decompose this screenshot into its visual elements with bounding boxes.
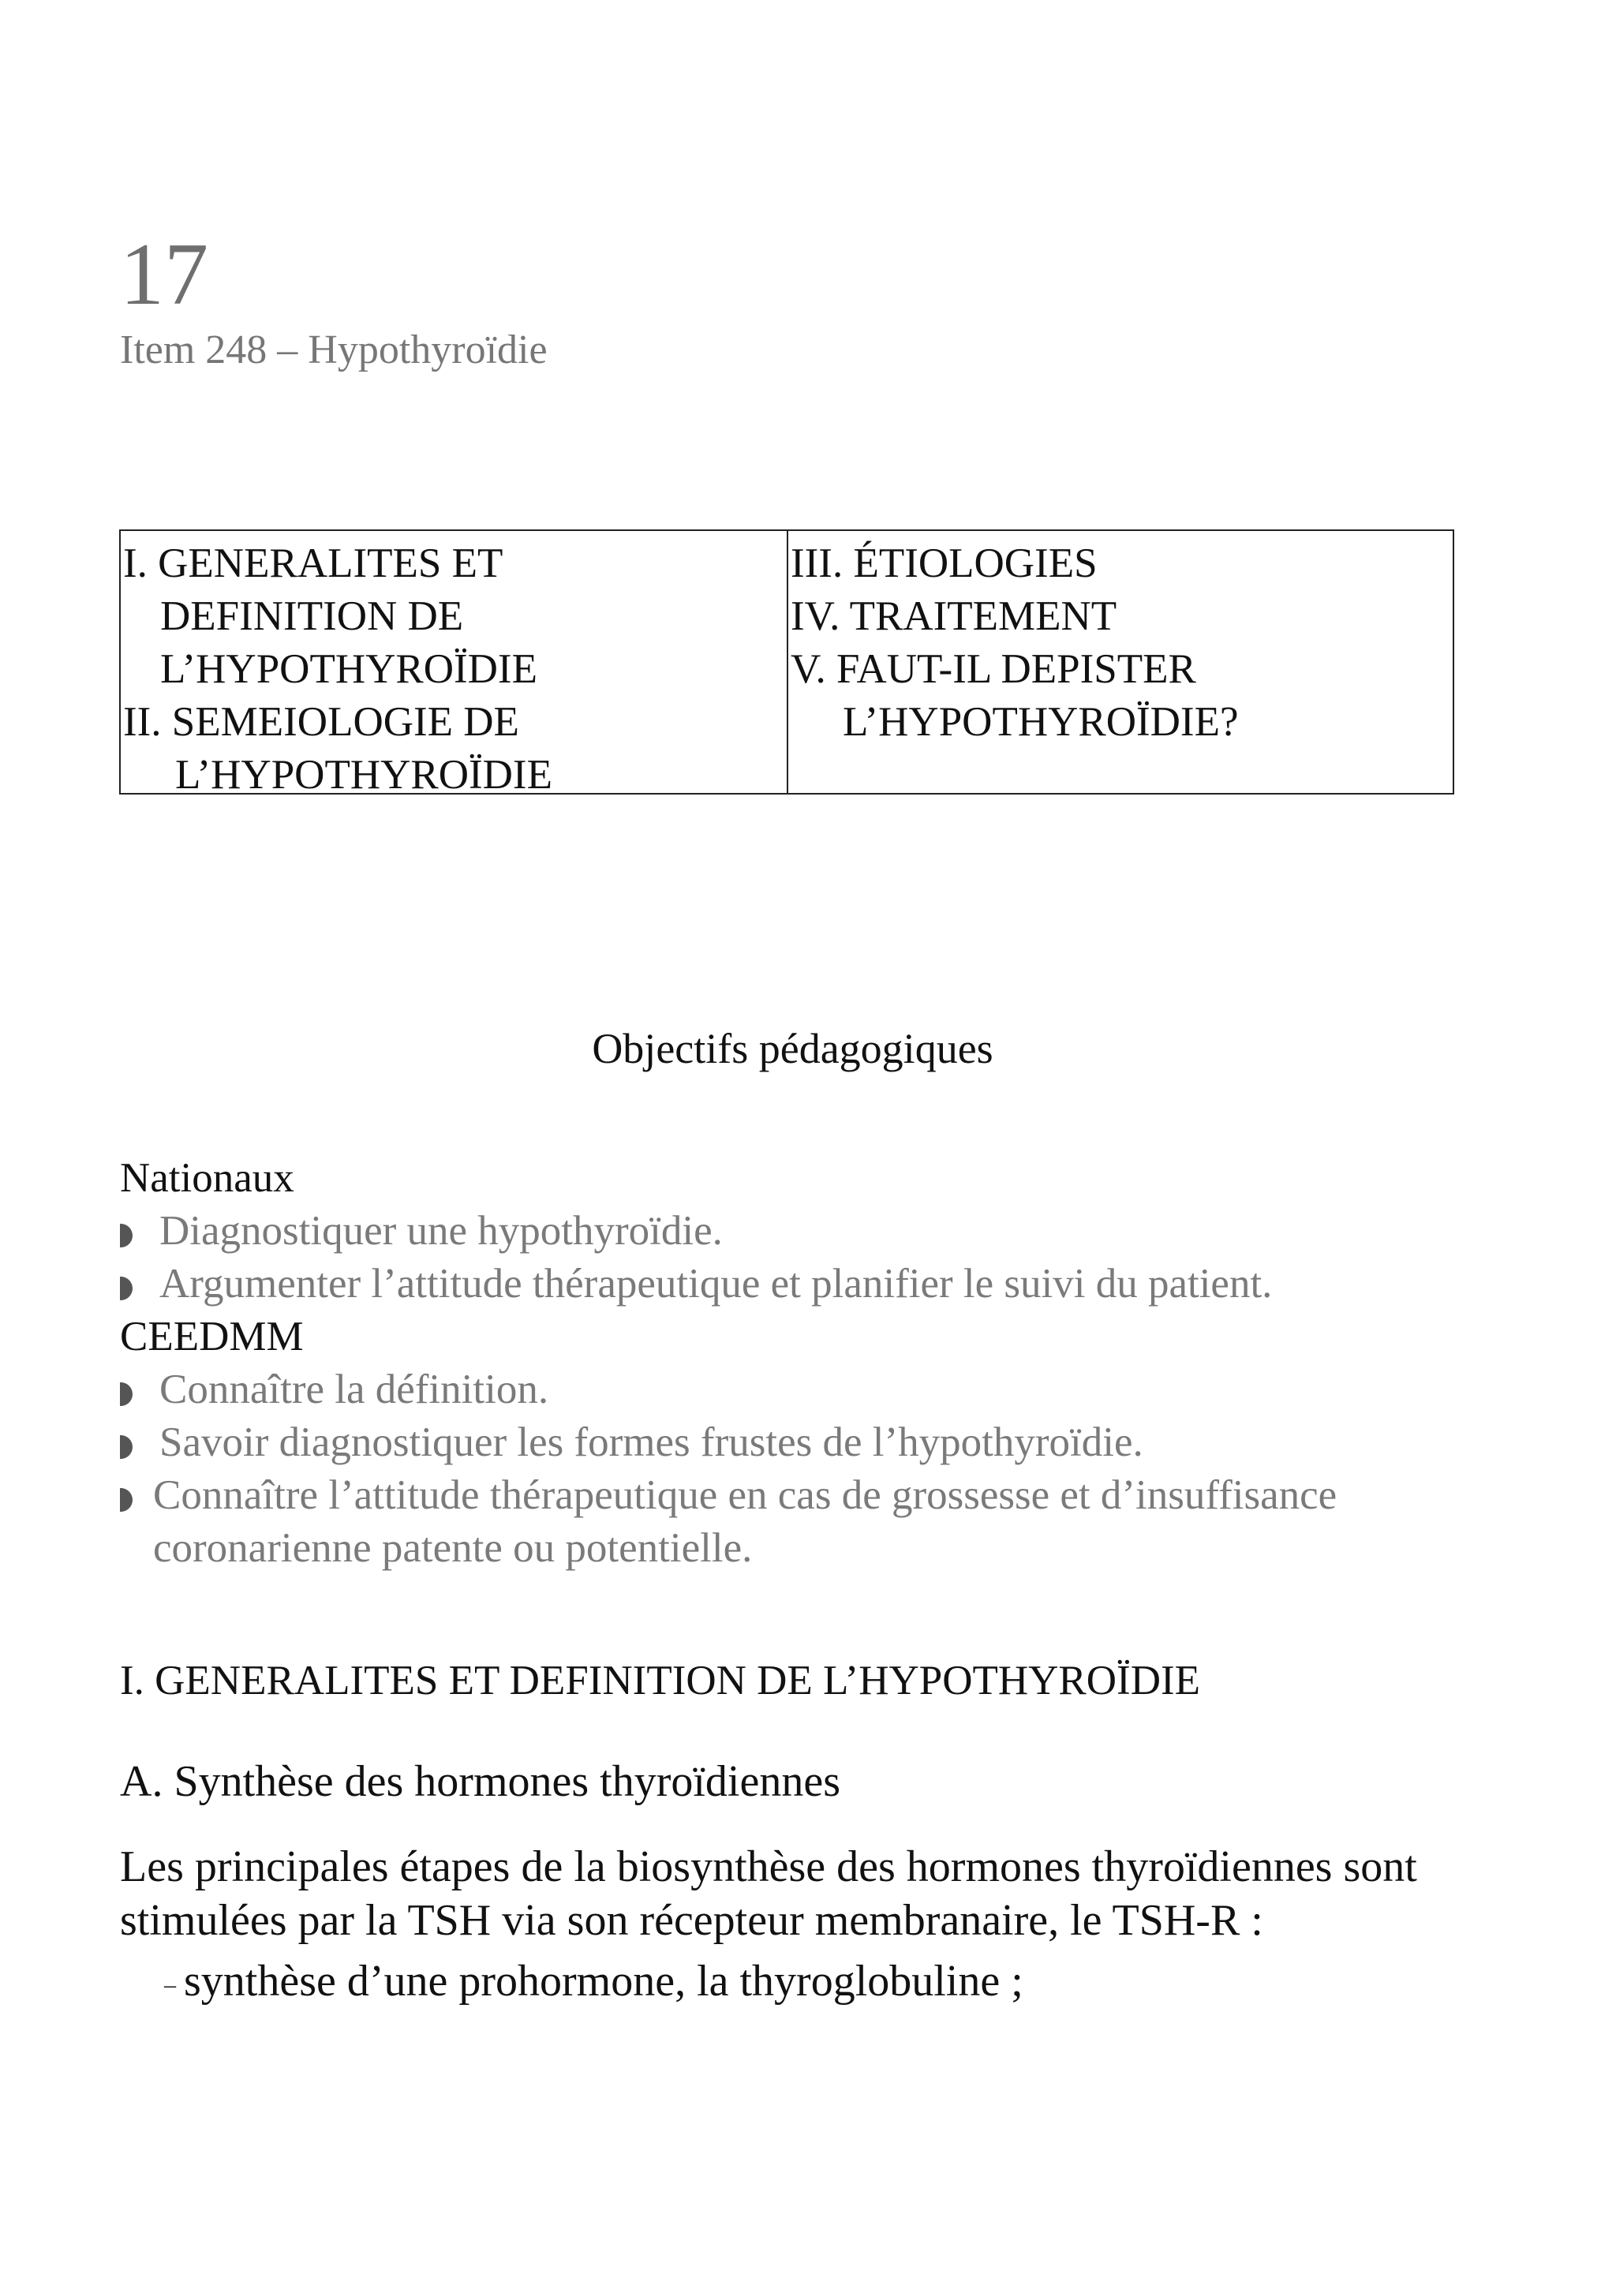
dash-icon: – [164,1972,176,1999]
list-item [164,1957,1023,2006]
ceedmm-objectives-title: CEEDMM [120,1314,304,1359]
item-title: Item 248 – Hypothyroïdie [120,327,548,372]
objective-text: Savoir diagnostiquer les formes frustes de l’hypothyroïdie. [159,1419,1143,1465]
table-of-contents [119,529,1454,798]
objective-text: Connaître la définition. [159,1367,549,1412]
objective-text: Diagnostiquer une hypothyroïdie. [159,1208,723,1254]
toc-line: IV. TRAITEMENT [791,593,1117,639]
toc-left-column [121,531,788,798]
objective-item [120,1205,1501,1258]
toc-line: DEFINITION DE [160,593,464,639]
bullet-icon [120,1488,133,1512]
toc-line: L’HYPOTHYROÏDIE [175,752,552,798]
body-paragraph: Les principales étapes de la biosynthèse des hormones thyroïdiennes sont stimulées par la TSH via son récepteur membranaire, le TSH-R : [120,1842,1417,1945]
bullet-icon [120,1435,133,1459]
toc-line: V. FAUT-IL DEPISTER [791,646,1196,692]
bullet-icon [120,1382,133,1406]
objective-item [120,1469,1501,1575]
objective-item [120,1363,1501,1416]
objectives-list [120,1152,1501,1575]
toc-line: L’HYPOTHYROÏDIE [160,646,537,692]
toc-line: II. SEMEIOLOGIE DE [123,699,519,745]
toc-right-column [788,531,1453,793]
subsection-heading: A. Synthèse des hormones thyroïdiennes [120,1757,840,1806]
objectives-heading: Objectifs pédagogiques [592,1025,993,1072]
objective-item [120,1416,1501,1469]
chapter-number: 17 [120,226,208,323]
national-objectives-title: Nationaux [120,1155,294,1201]
objective-item [120,1258,1501,1311]
toc-line: III. ÉTIOLOGIES [791,540,1098,586]
objective-text: Argumenter l’attitude thérapeutique et planifier le suivi du patient. [159,1261,1273,1307]
bullet-icon [120,1277,133,1300]
toc-line: I. GENERALITES ET [123,540,503,586]
toc-line: L’HYPOTHYROÏDIE? [843,699,1239,745]
bullet-icon [120,1224,133,1247]
objective-text: Connaître l’attitude thérapeutique en cas de grossesse et d’insuffisance coronarienne patente ou potentielle. [153,1472,1337,1571]
section-heading: I. GENERALITES ET DEFINITION DE L’HYPOTHYROÏDIE [120,1658,1200,1703]
list-item-text: synthèse d’une prohormone, la thyroglobuline ; [184,1957,1023,2006]
